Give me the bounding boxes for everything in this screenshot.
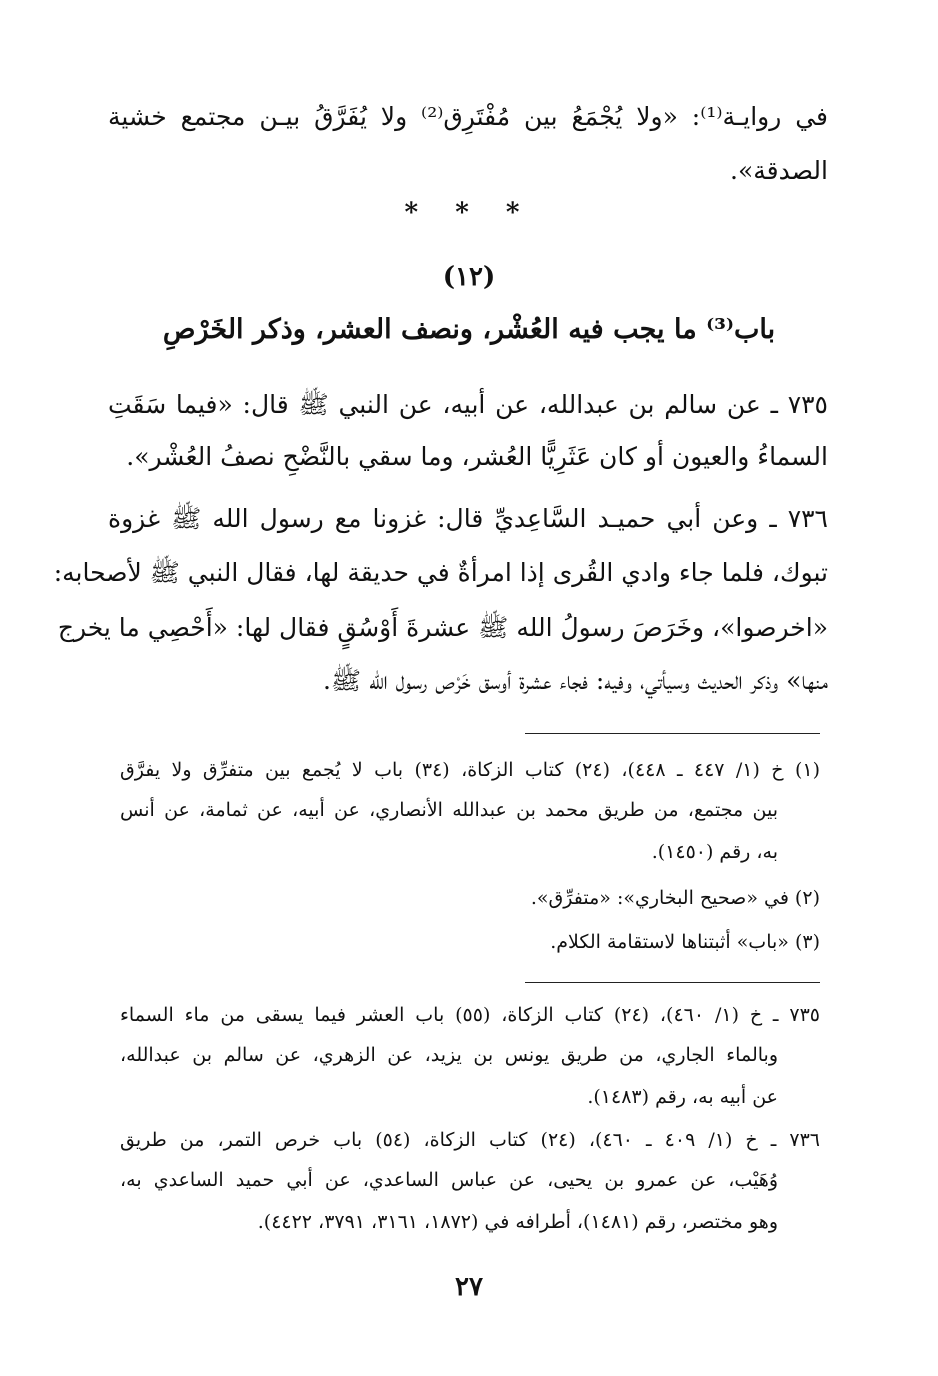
footnote-line: بين مجتمع، من طريق محمد بن عبدالله الأنصاري، عن أبيه، عن ثمامة، عن أنس — [120, 799, 778, 821]
footnote-line: به، رقم (١٤٥٠). — [651, 841, 778, 863]
section-separator: * * * — [404, 198, 534, 228]
hadith-736-line: ٧٣٦ ـ وعن أبي حميـد السَّاعِديِّ قال: غزونا مع رسول الله ﷺ غزوة — [108, 504, 828, 533]
intro-line: الصدقة». — [730, 156, 828, 185]
reference-line: عن أبيه به، رقم (١٤٨٣). — [587, 1086, 778, 1108]
hadith-735-line: ٧٣٥ ـ عن سالم بن عبدالله، عن أبيه، عن النبي ﷺ قال: «فيما سَقَتِ — [108, 390, 828, 419]
hadith-735-line: السماءُ والعيون أو كان عَثَرِيًّا العُشر، وما سقي بالنَّضْحِ نصفُ العُشْر». — [126, 442, 828, 471]
reference-line: ٧٣٦ ـ خ (١/ ٤٠٩ ـ ٤٦٠)، (٢٤) كتاب الزكاة، (٥٤) باب خرص التمر، من طريق — [120, 1129, 820, 1151]
footnote-line: (٣) «باب» أثبتناها لاستقامة الكلام. — [550, 931, 820, 953]
reference-line: ٧٣٥ ـ خ (١/ ٤٦٠)، (٢٤) كتاب الزكاة، (٥٥) باب العشر فيما يسقى من ماء السماء — [120, 1004, 820, 1026]
references-divider — [525, 982, 820, 983]
reference-line: وُهَيْب، عن عمرو بن يحيى، عن عباس الساعدي، عن أبي حميد الساعدي به، — [120, 1169, 778, 1191]
hadith-736-line: تبوك، فلما جاء وادي القُرى إذا امرأةٌ في حديقة لها، فقال النبي ﷺ لأصحابه: — [53, 558, 828, 587]
reference-line: وبالماء الجاري، من طريق يونس بن يزيد، عن الزهري، عن سالم بن عبدالله، — [120, 1044, 778, 1066]
hadith-736-line: «اخرصوا»، وخَرَصَ رسولُ الله ﷺ عشرةَ أَوْسُقٍ فقال لها: «أَحْصِي ما يخرج — [57, 613, 828, 642]
page-number: ٢٧ — [455, 1272, 483, 1302]
footnote-line: (٢) في «صحيح البخاري»: «متفرِّق». — [530, 887, 820, 909]
intro-line: في روايـة⁽¹⁾: «ولا يُجْمَعُ بين مُفْتَرِق⁽²⁾ ولا يُفَرَّقُ بيـن مجتمع خشية — [108, 102, 829, 131]
footnote-divider — [525, 733, 820, 734]
footnote-line: (١) خ (١/ ٤٤٧ ـ ٤٤٨)، (٢٤) كتاب الزكاة، (٣٤) باب لا يُجمع بين متفرِّق ولا يفرَّق — [120, 759, 820, 781]
chapter-number: (١٢) — [442, 262, 496, 292]
reference-line: وهو مختصر، رقم (١٤٨١)، أطرافه في (١٨٧٢، ٣١٦١، ٣٧٩١، ٤٤٢٢). — [257, 1211, 778, 1233]
hadith-736-line: منها» وذكر الحديث وسيأتي، وفيه: فجاء عشرة أوسق خَرْص رسول الله ﷺ. — [322, 666, 828, 695]
chapter-title: باب⁽³⁾ ما يجب فيه العُشْر، ونصف العشر، وذكر الخَرْصِ — [162, 314, 776, 345]
